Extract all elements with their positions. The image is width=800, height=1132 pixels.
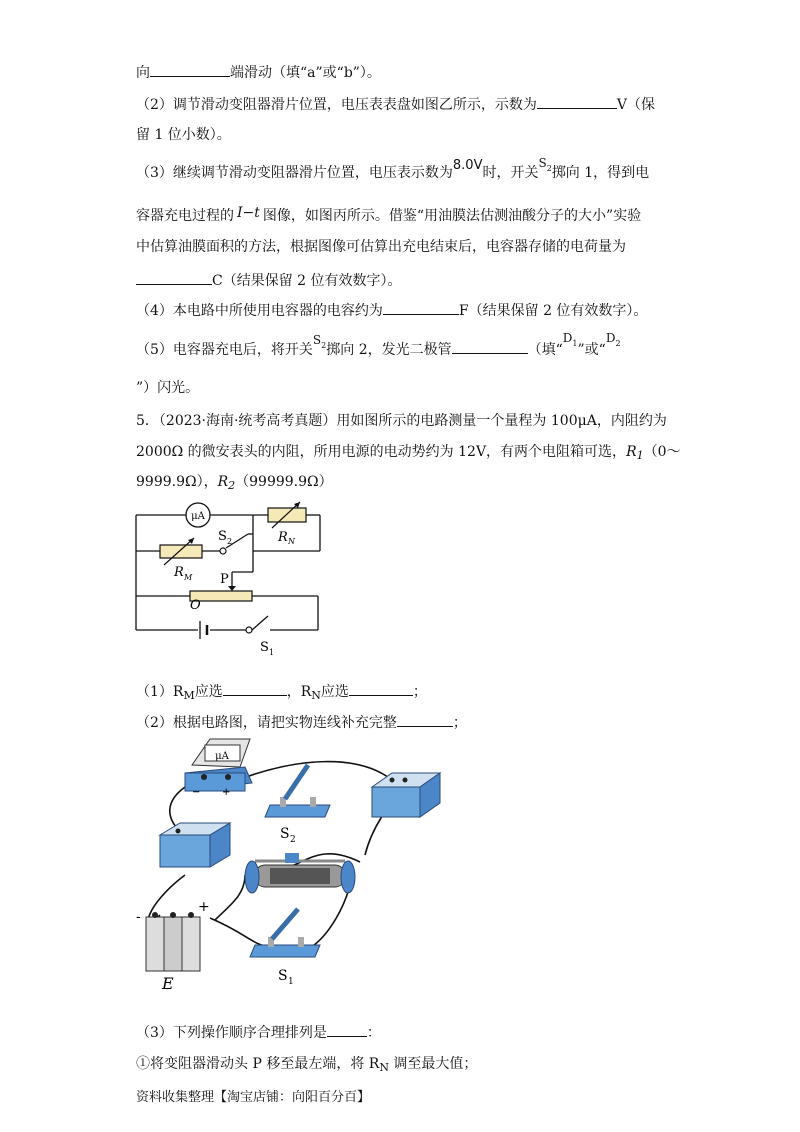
svg-text:S: S xyxy=(260,640,269,655)
svg-text:O: O xyxy=(190,598,201,613)
step-1: ①将变阻器滑动头 P 移至最左端，将 $R_N$ 调至最大值； xyxy=(136,1056,478,1074)
line-7: C（结果保留 2 位有效数字）。 xyxy=(136,270,402,291)
answer-blank[interactable] xyxy=(136,270,212,285)
svg-text:1: 1 xyxy=(288,977,294,987)
svg-text:μA: μA xyxy=(191,511,205,522)
svg-text:2: 2 xyxy=(290,835,296,845)
switch-s1-icon xyxy=(250,909,320,987)
svg-text:E: E xyxy=(162,974,174,993)
battery-icon xyxy=(136,899,210,993)
answer-blank-rn[interactable] xyxy=(349,681,413,696)
svg-text:S: S xyxy=(218,529,227,544)
sub-q2: （2）根据电路图，请把实物连线补充完整 ； xyxy=(136,712,467,733)
apparatus-illustration xyxy=(130,735,450,997)
svg-text:R: R xyxy=(278,530,288,545)
microammeter-icon xyxy=(185,739,252,798)
switch-s1-icon xyxy=(246,627,252,633)
answer-blank[interactable] xyxy=(537,94,617,109)
switch-s2-icon xyxy=(220,548,226,554)
answer-blank[interactable] xyxy=(383,300,459,315)
svg-text:S: S xyxy=(280,826,290,842)
sub-q3: （3）下列操作顺序合理排列是 ： xyxy=(136,1022,381,1043)
answer-blank[interactable] xyxy=(327,1022,367,1037)
svg-text:-: - xyxy=(136,909,141,925)
circuit-diagram xyxy=(128,496,328,661)
q5-line-1: 5．（2023·海南·统考高考真题）用如图所示的电路测量一个量程为 100μA，内阻约为 xyxy=(136,413,667,429)
answer-blank[interactable] xyxy=(150,62,230,77)
svg-text:−: − xyxy=(192,787,201,798)
resistor-rm-icon xyxy=(160,545,202,558)
svg-text:2: 2 xyxy=(227,537,233,546)
line-6: 中估算油膜面积的方法，根据图像可估算出充电结束后，电容器存储的电荷量为 xyxy=(136,239,626,255)
line-2: （2）调节滑动变阻器滑片位置，电压表表盘如图乙所示，示数为 V（保 xyxy=(136,94,655,115)
resistor-box-rm-icon xyxy=(160,823,230,867)
line-5: 容器充电过程的 I−t 图像，如图丙所示。借鉴“用油膜法估测油酸分子的大小”实验 xyxy=(136,205,642,224)
switch-s2-icon xyxy=(265,765,330,845)
svg-text:R: R xyxy=(174,565,184,580)
svg-text:+: + xyxy=(198,899,210,915)
answer-blank[interactable] xyxy=(397,712,453,727)
line-9: （5）电容器充电后，将开关$S^2$掷向 2，发光二极管 （填“$D^1$”或“$D^2$ xyxy=(136,331,621,358)
line-3: 留 1 位小数）。 xyxy=(136,127,231,143)
svg-text:+: + xyxy=(222,787,231,798)
resistor-rn-icon xyxy=(268,508,306,522)
resistor-box-rn-icon xyxy=(372,773,440,817)
svg-text:1: 1 xyxy=(269,648,275,657)
sub-q1: $(1)R_M$应选 ，$R_N$应选 ； xyxy=(136,681,427,703)
answer-blank-rm[interactable] xyxy=(223,681,287,696)
svg-text:S: S xyxy=(278,968,288,984)
footer: 资料收集整理【淘宝店铺：向阳百分百】 xyxy=(136,1090,371,1105)
line-1: 向 端滑动（填“a”或“b”）。 xyxy=(136,62,381,83)
rheostat-icon xyxy=(245,853,355,893)
svg-text:μA: μA xyxy=(215,751,229,762)
q5-line-3: 9999.9Ω），$R_2(99999.9\Omega)$ xyxy=(136,474,333,492)
svg-text:M: M xyxy=(184,573,193,582)
line-8: （4）本电路中所使用电容器的电容约为 F（结果保留 2 位有效数字）。 xyxy=(136,300,647,321)
svg-text:P: P xyxy=(220,572,229,587)
line-4: （3）继续调节滑动变阻器滑片位置，电压表示数为8.0V时，开关$S^2$掷向 1，得到电 xyxy=(136,156,650,181)
svg-text:N: N xyxy=(288,537,295,546)
answer-blank[interactable] xyxy=(452,339,528,354)
line-10: ”）闪光。 xyxy=(136,380,200,396)
q5-line-2: 2000Ω 的微安表头的内阻，所用电源的电动势约为 12V，有两个电阻箱可选，$R_1(0\sim$ xyxy=(136,444,681,462)
